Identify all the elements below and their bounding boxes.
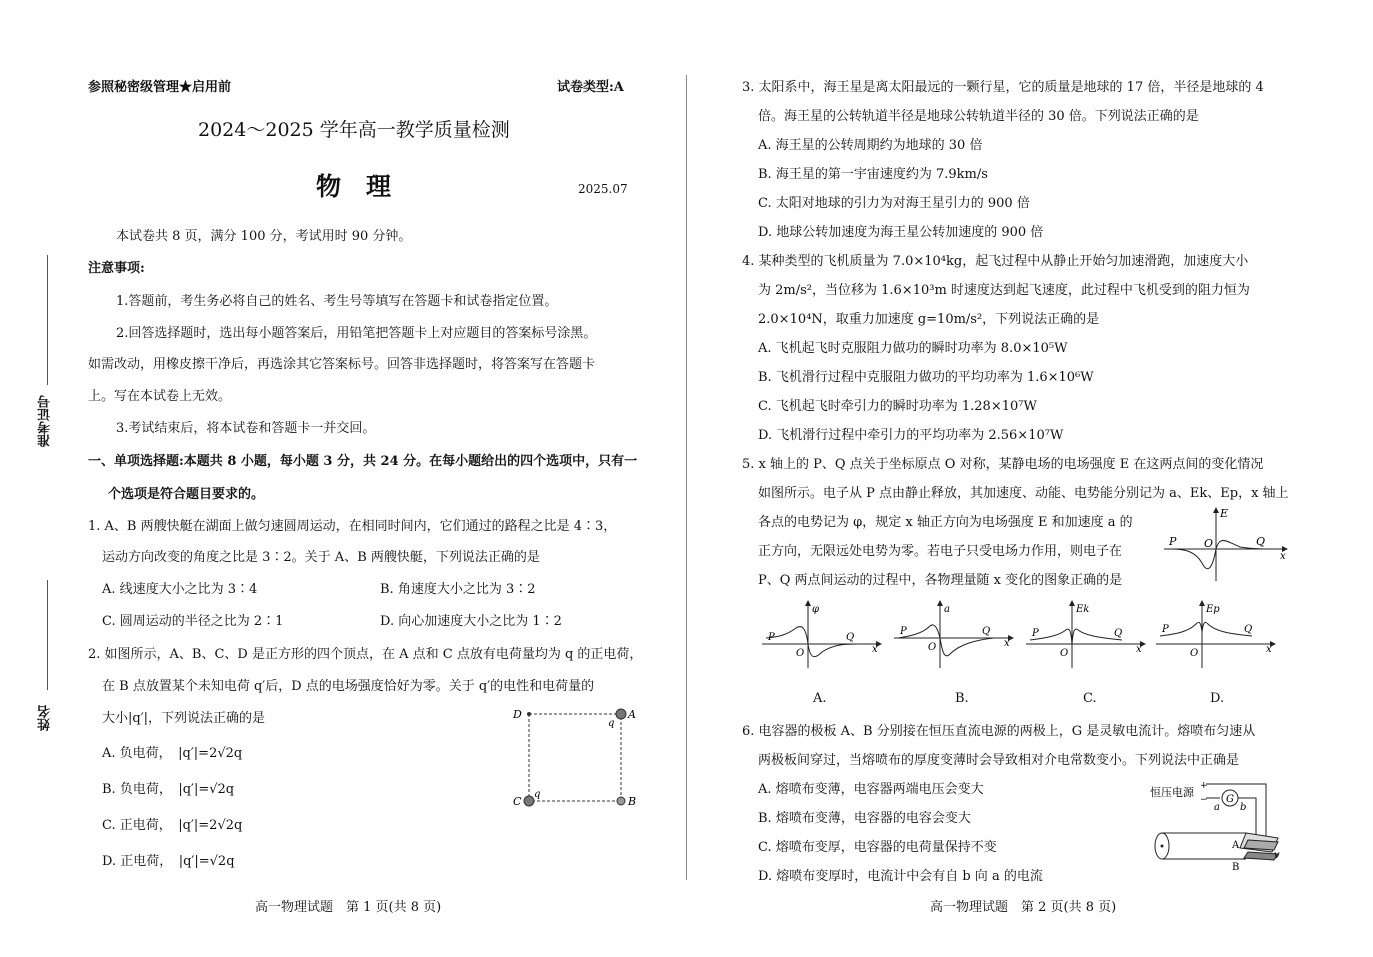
note-1: 1.答题前，考生务必将自己的姓名、考生号等填写在答题卡和试卷指定位置。	[116, 294, 558, 309]
note-3: 3.考试结束后，将本试卷和答题卡一并交回。	[116, 421, 376, 436]
source-label: 恒压电源	[1150, 786, 1194, 799]
q1-option-a: A. 线速度大小之比为 3∶4	[102, 582, 258, 597]
e-axis-label: E	[1220, 507, 1229, 520]
q1-option-c: C. 圆周运动的半径之比为 2∶1	[102, 614, 284, 629]
q4-option-b: B. 飞机滑行过程中克服阻力做功的平均功率为 1.6×10⁶W	[758, 370, 1094, 385]
q4-stem: 4. 某种类型的飞机质量为 7.0×10⁴kg，起飞过程中从静止开始匀加速滑跑，加速度大小	[742, 254, 1249, 269]
q-label-b: Q	[982, 626, 991, 637]
p-label: P	[1169, 535, 1177, 548]
ek-axis-label: Ek	[1076, 604, 1090, 615]
binding-line-2	[47, 580, 48, 690]
x-label-c: x	[1136, 644, 1142, 655]
q2-square-figure	[505, 700, 635, 815]
plate-a-label: A	[1232, 840, 1240, 851]
g-label: G	[1226, 794, 1234, 805]
plus-sign: +	[1200, 781, 1208, 791]
q1-stem-cont: 运动方向改变的角度之比是 3∶2。关于 A、B 两艘快艇，下列说法正确的是	[102, 550, 540, 565]
label-qc: q	[534, 789, 541, 800]
charge-a	[616, 709, 626, 719]
q5-graph-a	[758, 600, 888, 670]
q1-option-d: D. 向心加速度大小之比为 1∶2	[380, 614, 562, 629]
q4-option-d: D. 飞机滑行过程中牵引力的平均功率为 2.56×10⁷W	[758, 428, 1064, 443]
q3-option-d: D. 地球公转加速度为海王星公转加速度的 900 倍	[758, 225, 1044, 240]
q-label-a: Q	[846, 632, 855, 643]
q5-option-a-label: A.	[813, 691, 827, 706]
q-label: Q	[1256, 535, 1266, 548]
label-qa: q	[608, 718, 615, 729]
q6-capacitor-figure	[1148, 778, 1288, 876]
label-d: D	[513, 708, 522, 721]
q6-option-b: B. 熔喷布变薄，电容器的电容会变大	[758, 811, 971, 826]
o-label-d: O	[1190, 648, 1199, 659]
notes-heading: 注意事项:	[88, 261, 145, 276]
q5-graph-c	[1022, 600, 1152, 670]
q4-option-c: C. 飞机起飞时牵引力的瞬时功率为 1.28×10⁷W	[758, 399, 1037, 414]
q3-option-b: B. 海王星的第一宇宙速度约为 7.9km/s	[758, 167, 988, 182]
exam-date: 2025.07	[578, 182, 628, 196]
q1-option-b: B. 角速度大小之比为 3∶2	[380, 582, 536, 597]
q2-option-c: C. 正电荷， |q′|=2√2q	[102, 818, 243, 833]
name-label: 姓名	[38, 705, 53, 731]
plate-a	[1244, 840, 1278, 850]
phi-axis-label: φ	[812, 604, 820, 615]
o-label-a: O	[796, 648, 805, 659]
q6-stem-cont: 两极板间穿过，当熔喷布的厚度变薄时会导致相对介电常数变小。下列说法中正确是	[758, 753, 1240, 768]
p-label-d: P	[1162, 624, 1169, 635]
secret-label: 参照秘密级管理★启用前	[88, 80, 232, 95]
a-terminal-label: a	[1214, 802, 1220, 813]
charge-c	[524, 796, 534, 806]
section1-heading-cont: 个选项是符合题目要求的。	[108, 487, 265, 502]
q5-stem-4: 正方向，无限远处电势为零。若电子只受电场力作用，则电子在	[758, 544, 1123, 559]
x-label: x	[1280, 551, 1286, 562]
p-label-b: P	[900, 626, 907, 637]
subject-title: 物 理	[316, 172, 392, 201]
v-label: v	[1274, 850, 1280, 861]
paper-type: 试卷类型:A	[557, 80, 624, 95]
q5-graph-b	[890, 600, 1020, 670]
q6-stem: 6. 电容器的极板 A、B 分别接在恒压直流电源的两极上，G 是灵敏电流计。熔喷布匀速从	[742, 724, 1256, 739]
q-label-c: Q	[1114, 628, 1123, 639]
plate-b	[1244, 852, 1278, 860]
note-2-end: 上。写在本试卷上无效。	[88, 389, 232, 404]
footer-right: 高一物理试题 第 2 页(共 8 页)	[930, 900, 1117, 915]
q4-stem-cont: 为 2m/s²，当位移为 1.6×10³m 时速度达到起飞速度，此过程中飞机受到的阻力恒为	[758, 283, 1250, 298]
q5-e-graph	[1160, 505, 1290, 585]
q3-option-a: A. 海王星的公转周期约为地球的 30 倍	[758, 138, 983, 153]
q2-stem-end: 大小|q′|，下列说法正确的是	[102, 711, 266, 726]
exam-title: 2024～2025 学年高一教学质量检测	[198, 119, 510, 141]
p-label-c: P	[1032, 628, 1039, 639]
point-b	[617, 797, 625, 805]
q5-graph-d	[1152, 600, 1282, 670]
p-label-a: P	[768, 632, 775, 643]
o-label: O	[1204, 537, 1214, 550]
q2-stem: 2. 如图所示，A、B、C、D 是正方形的四个顶点，在 A 点和 C 点放有电荷量均为 q 的正电荷，	[88, 647, 643, 662]
ep-axis-label: Ep	[1206, 604, 1220, 615]
q6-option-c: C. 熔喷布变厚，电容器的电荷量保持不变	[758, 840, 997, 855]
q5-option-c-label: C.	[1083, 691, 1097, 706]
intro: 本试卷共 8 页，满分 100 分，考试用时 90 分钟。	[116, 229, 412, 244]
q5-option-b-label: B.	[955, 691, 969, 706]
q6-option-a: A. 熔喷布变薄，电容器两端电压会变大	[758, 782, 984, 797]
q2-option-b: B. 负电荷， |q′|=√2q	[102, 782, 235, 797]
label-c: C	[513, 795, 522, 808]
q1-stem: 1. A、B 两艘快艇在湖面上做匀速圆周运动，在相同时间内，它们通过的路程之比是 4∶3，	[88, 519, 617, 534]
q3-option-c: C. 太阳对地球的引力为对海王星引力的 900 倍	[758, 196, 1030, 211]
plate-b-label: B	[1232, 862, 1240, 873]
section1-heading: 一、单项选择题:本题共 8 小题，每小题 3 分，共 24 分。在每小题给出的四个选项中，只有一	[88, 454, 638, 469]
q5-option-d-label: D.	[1210, 691, 1225, 706]
q6-option-d: D. 熔喷布变厚时，电流计中会有自 b 向 a 的电流	[758, 869, 1043, 884]
label-b: B	[628, 795, 637, 808]
q3-stem-cont: 倍。海王星的公转轨道半径是地球公转轨道半径的 30 倍。下列说法正确的是	[758, 109, 1199, 124]
q2-option-d: D. 正电荷， |q′|=√2q	[102, 854, 235, 869]
q5-stem-5: P、Q 两点间运动的过程中，各物理量随 x 变化的图象正确的是	[758, 573, 1123, 588]
q5-stem-2: 如图所示。电子从 P 点由静止释放，其加速度、动能、电势能分别记为 a、Ek、Ep，x 轴上	[758, 486, 1289, 501]
note-2: 2.回答选择题时，选出每小题答案后，用铅笔把答题卡上对应题目的答案标号涂黑。	[116, 326, 597, 341]
a-axis-label: a	[944, 604, 950, 615]
q3-stem: 3. 太阳系中，海王星是离太阳最远的一颗行星，它的质量是地球的 17 倍，半径是地球的 4	[742, 80, 1264, 95]
q5-stem: 5. x 轴上的 P、Q 点关于坐标原点 O 对称，某静电场的电场强度 E 在这两点间的变化情况	[742, 457, 1264, 472]
q2-stem-cont: 在 B 点放置某个未知电荷 q′后，D 点的电场强度恰好为零。关于 q′的电性和电荷量的	[102, 679, 595, 694]
x-label-a: x	[872, 644, 878, 655]
x-label-b: x	[1004, 638, 1010, 649]
q2-option-a: A. 负电荷， |q′|=2√2q	[102, 746, 243, 761]
exam-number-label: 准考证号	[38, 395, 53, 447]
q4-stem-end: 2.0×10⁴N，取重力加速度 g=10m/s²，下列说法正确的是	[758, 312, 1100, 327]
b-terminal-label: b	[1240, 802, 1247, 813]
point-d	[527, 712, 531, 716]
minus-sign: −	[1200, 795, 1208, 805]
footer-left: 高一物理试题 第 1 页(共 8 页)	[255, 900, 442, 915]
label-a: A	[628, 708, 636, 721]
binding-line-1	[47, 255, 48, 385]
q-label-d: Q	[1244, 624, 1253, 635]
q5-stem-3: 各点的电势记为 φ，规定 x 轴正方向为电场强度 E 和加速度 a 的	[758, 515, 1133, 530]
note-2-cont: 如需改动，用橡皮擦干净后，再选涂其它答案标号。回答非选择题时，将答案写在答题卡	[88, 357, 596, 372]
page-divider	[686, 75, 687, 880]
o-label-b: O	[928, 642, 937, 653]
o-label-c: O	[1060, 648, 1069, 659]
q4-option-a: A. 飞机起飞时克服阻力做功的瞬时功率为 8.0×10⁵W	[758, 341, 1068, 356]
x-label-d: x	[1266, 644, 1272, 655]
